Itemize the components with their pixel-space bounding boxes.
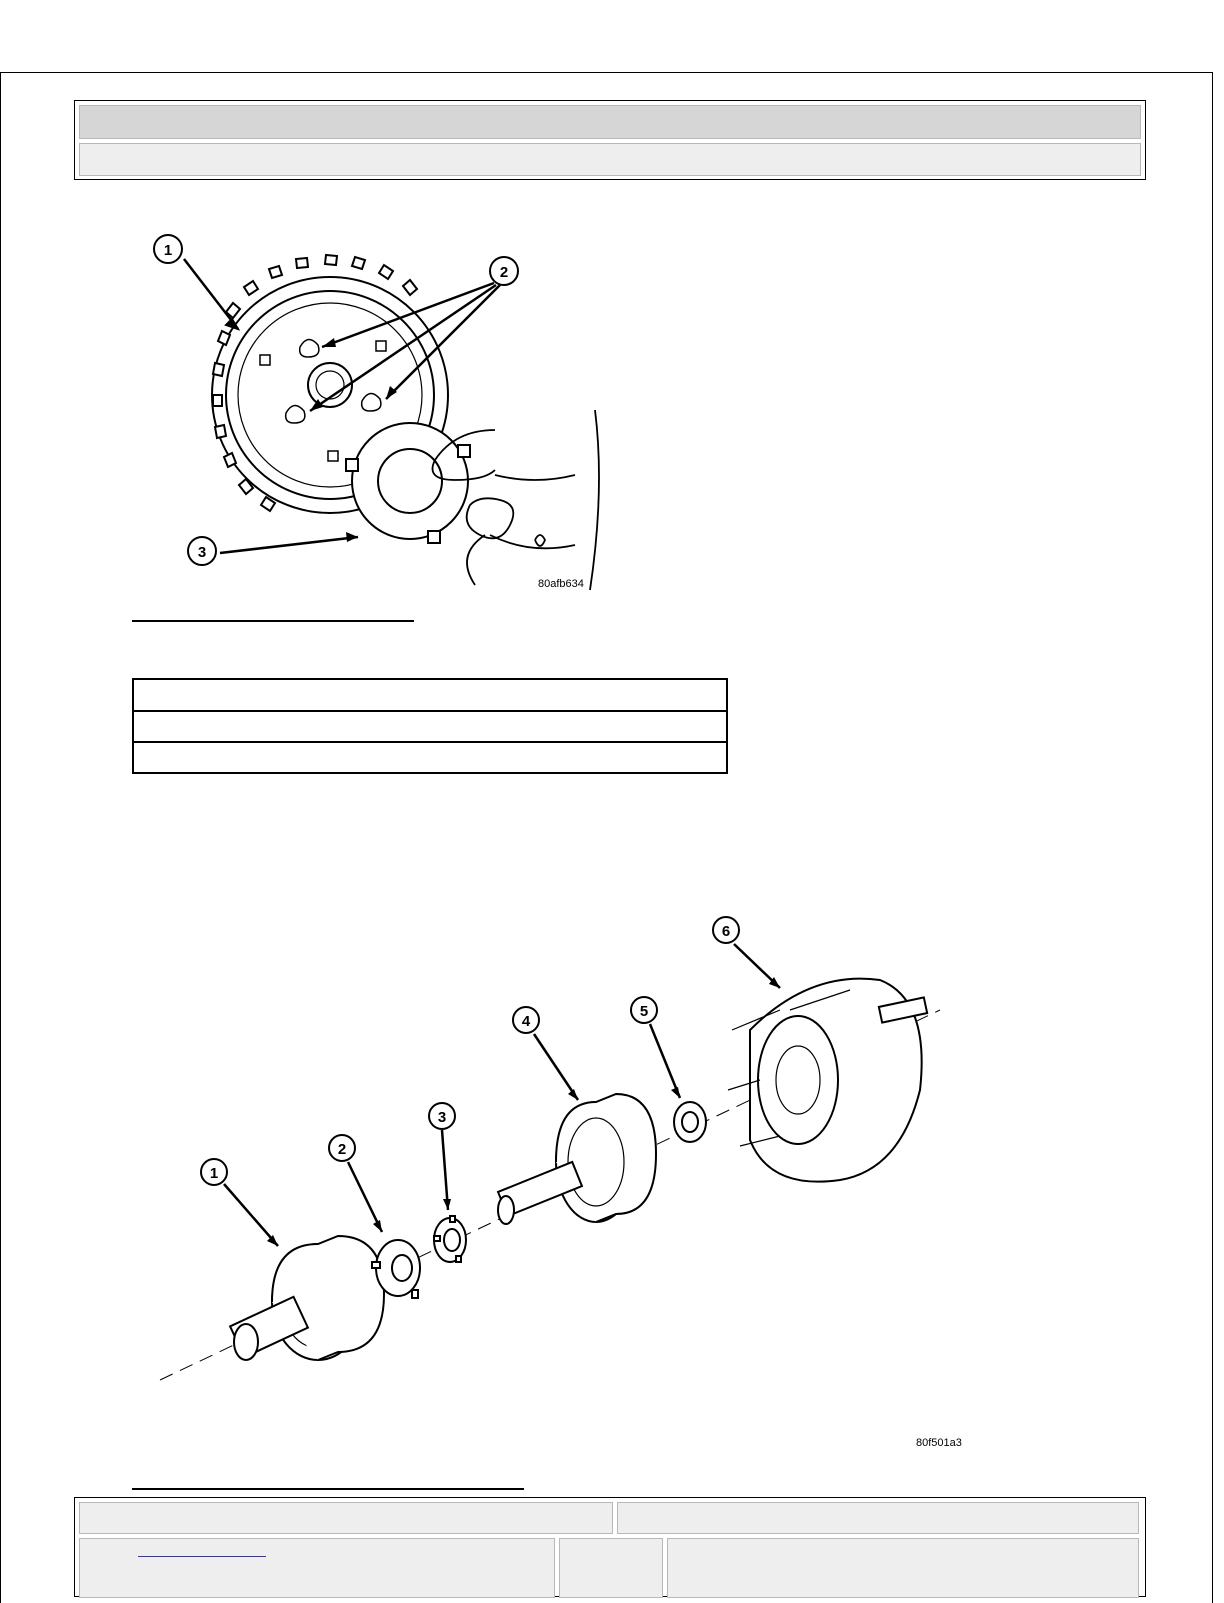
- callout-2: [329, 1135, 382, 1232]
- svg-text:6: 6: [721, 923, 731, 940]
- table-row: [134, 710, 726, 712]
- figure2-caption-rule: [132, 1488, 524, 1490]
- header-title-bar: [79, 105, 1141, 139]
- part-5: [674, 1102, 706, 1142]
- svg-text:5: 5: [639, 1003, 649, 1020]
- footer-cell-left-bottom: [79, 1538, 555, 1598]
- svg-text:3: 3: [437, 1109, 447, 1126]
- svg-text:3: 3: [197, 544, 207, 561]
- callout-1: [201, 1159, 278, 1246]
- footer-link[interactable]: [138, 1556, 266, 1557]
- figure-exploded-view: [150, 910, 970, 1450]
- page-footer: [74, 1497, 1146, 1597]
- figure2-image-code: 80f501a3: [916, 1437, 962, 1449]
- svg-text:2: 2: [499, 264, 509, 281]
- footer-cell-right-bottom: [667, 1538, 1139, 1598]
- header-subtitle-bar: [79, 143, 1141, 176]
- callout-5: [631, 997, 680, 1098]
- svg-text:2: 2: [337, 1141, 347, 1158]
- figure1-caption-rule: [132, 620, 414, 622]
- thrust-washer: [346, 423, 470, 543]
- page-header: [74, 100, 1146, 180]
- part-4: [498, 1094, 656, 1224]
- part-6: [728, 979, 927, 1182]
- figure1-image-code: 80afb634: [538, 578, 584, 590]
- callout-6: [713, 917, 780, 988]
- callout-3: [429, 1103, 455, 1210]
- part-1: [230, 1236, 384, 1360]
- svg-text:1: 1: [163, 242, 173, 259]
- callout-1: [154, 235, 238, 329]
- figure-thrust-washer-removal: [140, 225, 610, 595]
- callout-4: [513, 1007, 578, 1100]
- footer-cell-middle-bottom: [559, 1538, 663, 1598]
- svg-text:1: 1: [209, 1165, 219, 1182]
- footer-cell-right-top: [617, 1502, 1139, 1534]
- svg-text:4: 4: [521, 1013, 531, 1030]
- footer-cell-left-top: [79, 1502, 613, 1534]
- spec-table: [132, 678, 728, 774]
- part-3: [434, 1216, 466, 1262]
- table-row: [134, 741, 726, 743]
- callout-3: [188, 532, 358, 565]
